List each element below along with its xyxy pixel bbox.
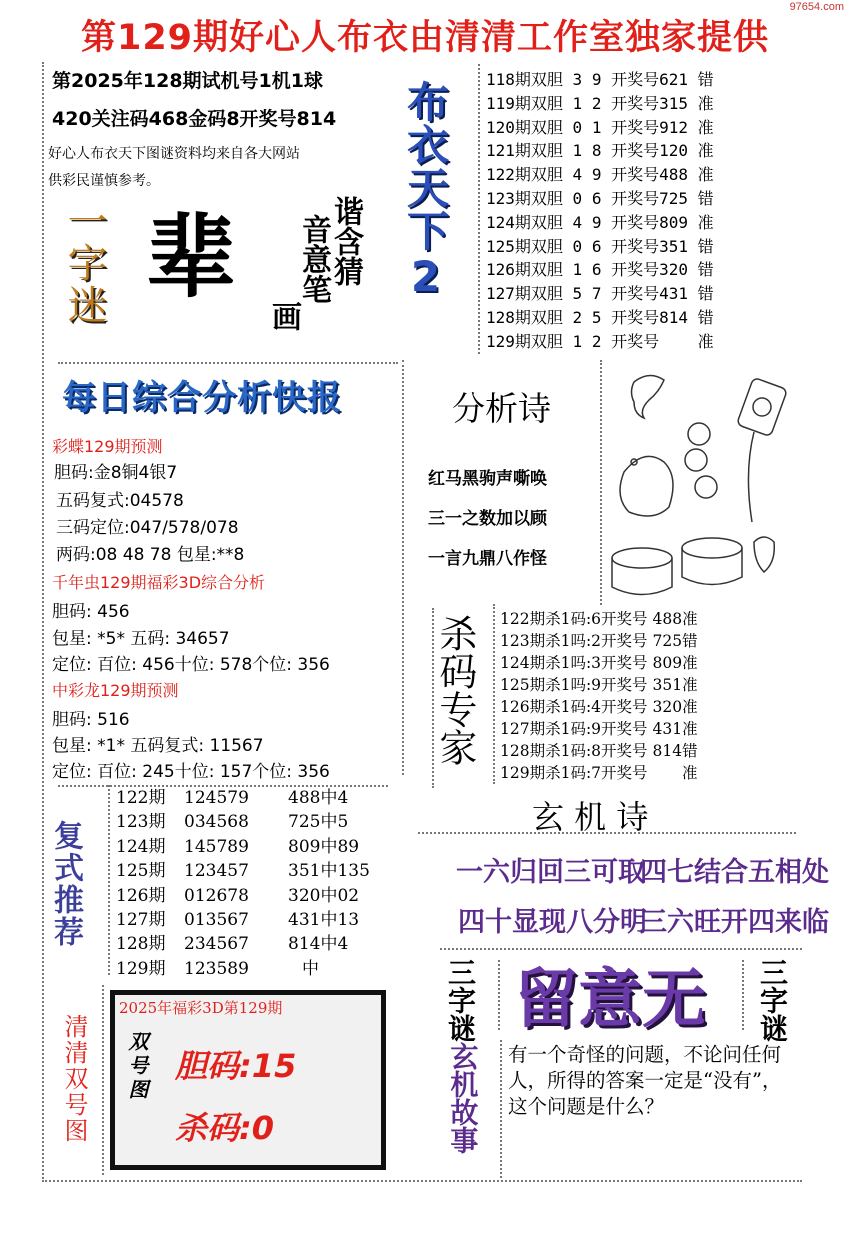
caidie-wuma: 五码复式:04578 — [56, 491, 184, 511]
table-row: 122期 124579 488中4 — [116, 788, 349, 808]
table-row: 128期 234567 814中4 — [116, 934, 349, 955]
riddle-hint-block — [268, 196, 368, 356]
kill-expert-label: 杀码专家 — [432, 614, 477, 766]
table-row: 124期双胆 4 9 开奖号809 准 — [486, 212, 714, 232]
xuanji-line-2b: 三六旺开四来临 — [640, 907, 829, 938]
table-row: 122期双胆 4 9 开奖号488 准 — [486, 165, 714, 185]
qiannianchong-dingwei: 定位: 百位: 456十位: 578个位: 356 — [52, 655, 330, 675]
riddle-hint-col-3: 画 — [266, 301, 301, 331]
shuanghao-heading: 2025年福彩3D第129期 — [119, 999, 283, 1017]
brand-buyi-tianxia: 布衣天下2 — [401, 80, 450, 302]
caidie-sanma: 三码定位:047/578/078 — [56, 518, 239, 538]
table-row: 125期杀1吗:9开奖号 351准 — [500, 676, 698, 694]
table-row: 129期双胆 1 2 开奖号 准 — [486, 331, 714, 351]
riddle-divider — [58, 362, 398, 364]
bottom-border — [42, 1180, 802, 1182]
three-riddle-answer: 留意无 — [514, 963, 706, 1037]
poem-divider — [600, 360, 602, 605]
table-row: 128期双胆 2 5 开奖号814 错 — [486, 307, 714, 327]
site-watermark: 97654.com — [789, 1, 844, 13]
poem-line-3: 一言九鼎八作怪 — [428, 549, 547, 569]
zhongcailong-dan: 胆码: 516 — [52, 710, 130, 730]
table-row: 123期 034568 725中5 — [116, 812, 349, 833]
riddle3-inner-divider-l — [498, 960, 500, 1030]
zhongcailong-dingwei: 定位: 百位: 245十位: 157个位: 356 — [52, 762, 330, 782]
qiannianchong-heading: 千年虫129期福彩3D综合分析 — [52, 573, 266, 592]
fushi-label-divider — [108, 785, 110, 975]
table-row: 120期双胆 0 1 开奖号912 准 — [486, 117, 714, 137]
kite-icon — [737, 377, 788, 436]
zhongcailong-baoxing: 包星: *1* 五码复式: 11567 — [52, 736, 264, 756]
xuanji-title: 玄 机 诗 — [532, 798, 649, 836]
riddle-hint-col-2: 音意笔 — [296, 214, 331, 304]
history-divider — [478, 64, 480, 354]
three-riddle-right: 三字谜 — [756, 958, 789, 1042]
caidie-liangma: 两码:08 48 78 包星:**8 — [56, 545, 245, 565]
riddle-character: 辈 — [146, 204, 236, 310]
ingot-icon — [754, 537, 774, 572]
center-divider — [402, 360, 404, 775]
kill-table — [500, 608, 698, 784]
table-row: 118期双胆 3 9 开奖号621 错 — [486, 70, 714, 89]
table-row: 129期杀1码:7开奖号 准 — [500, 764, 698, 782]
shuanghao-divider — [102, 985, 104, 1175]
disclaimer-line-1: 好心人布衣天下图谜资料均来自各大网站 — [48, 146, 300, 162]
story-text: 有一个奇怪的问题，不论问任何人，所得的答案一定是“没有”，这个问题是什么？ — [508, 1043, 782, 1118]
history-table — [486, 68, 714, 354]
table-row: 121期双胆 1 8 开奖号120 准 — [486, 141, 714, 161]
caidie-heading: 彩蝶129期预测 — [52, 437, 163, 456]
three-riddle-left: 三字谜 — [444, 958, 477, 1042]
riddle-hint-col-1: 谐含猜 — [328, 196, 363, 286]
focus-code-line: 420关注码468金码8开奖号814 — [52, 108, 337, 130]
table-row: 128期杀1码:8开奖号 814错 — [500, 742, 698, 760]
trial-number-line: 第2025年128期试机号1机1球 — [52, 70, 323, 92]
daily-report-title: 每日综合分析快报 — [62, 378, 342, 418]
table-row: 125期 123457 351中135 — [116, 861, 370, 882]
fushi-label: 复式推荐 — [48, 820, 83, 948]
disclaimer-line-2: 供彩民谨慎参考。 — [48, 173, 160, 189]
table-row: 124期 145789 809中89 — [116, 836, 360, 857]
table-row: 123期双胆 0 6 开奖号725 错 — [486, 188, 714, 208]
table-row: 124期杀1吗:3开奖号 809准 — [500, 654, 698, 672]
bird-icon — [620, 456, 673, 516]
fushi-table — [116, 786, 370, 981]
left-border — [42, 62, 44, 1182]
poem-line-2: 三一之数加以顾 — [428, 509, 547, 529]
page-title: 第129期好心人布衣由清清工作室独家提供 — [80, 18, 770, 58]
riddle3-inner-divider-r — [742, 960, 744, 1030]
qiannianchong-dan: 胆码: 456 — [52, 602, 130, 622]
table-row: 127期杀1码:9开奖号 431准 — [500, 720, 698, 738]
table-row: 119期双胆 1 2 开奖号315 准 — [486, 93, 714, 113]
xuanji-line-2a: 四十显现八分明 — [458, 907, 647, 938]
shuanghao-sha: 杀码:0 — [175, 1109, 275, 1147]
qiannianchong-baoxing: 包星: *5* 五码: 34657 — [52, 629, 230, 649]
shuanghao-panel — [110, 990, 386, 1170]
table-row: 122期杀1码:6开奖号 488准 — [500, 610, 698, 628]
coin-icon — [685, 449, 707, 471]
zhongcailong-heading: 中彩龙129期预测 — [52, 681, 179, 700]
shuanghao-side-label: 双号图 — [125, 1031, 149, 1103]
xuanji-line-1a: 一六归回三可取 — [456, 857, 645, 888]
kill-inner-divider — [493, 604, 495, 784]
table-row: 126期双胆 1 6 开奖号320 错 — [486, 260, 714, 280]
table-row: 125期双胆 0 6 开奖号351 错 — [486, 236, 714, 256]
table-row: 129期 123589 中 — [116, 958, 319, 979]
table-row: 123期杀1吗:2开奖号 725错 — [500, 632, 698, 650]
coin-icon — [688, 423, 710, 445]
flying-bird-icon — [632, 375, 665, 418]
story-divider — [500, 1040, 502, 1178]
table-row: 126期 012678 320中02 — [116, 885, 360, 906]
table-row: 127期双胆 5 7 开奖号431 错 — [486, 284, 714, 304]
drum-icon — [612, 548, 672, 568]
riddle-illustration — [604, 362, 794, 602]
story-label: 玄机故事 — [446, 1042, 480, 1154]
poem-line-1: 红马黑驹声嘶唤 — [428, 469, 547, 489]
poem-title: 分析诗 — [452, 389, 551, 428]
coin-icon — [695, 476, 717, 498]
shuanghao-label: 清清双号图 — [60, 1014, 88, 1144]
caidie-dan: 胆码:金8铜4银7 — [54, 463, 178, 483]
table-row: 126期杀1码:4开奖号 320准 — [500, 698, 698, 716]
table-row: 127期 013567 431中13 — [116, 910, 360, 931]
riddle-label-yizimi: 一字迷 — [61, 200, 107, 326]
shuanghao-dan: 胆码:15 — [175, 1047, 297, 1085]
xuanji-line-1b: 四七结合五相处 — [640, 857, 829, 888]
